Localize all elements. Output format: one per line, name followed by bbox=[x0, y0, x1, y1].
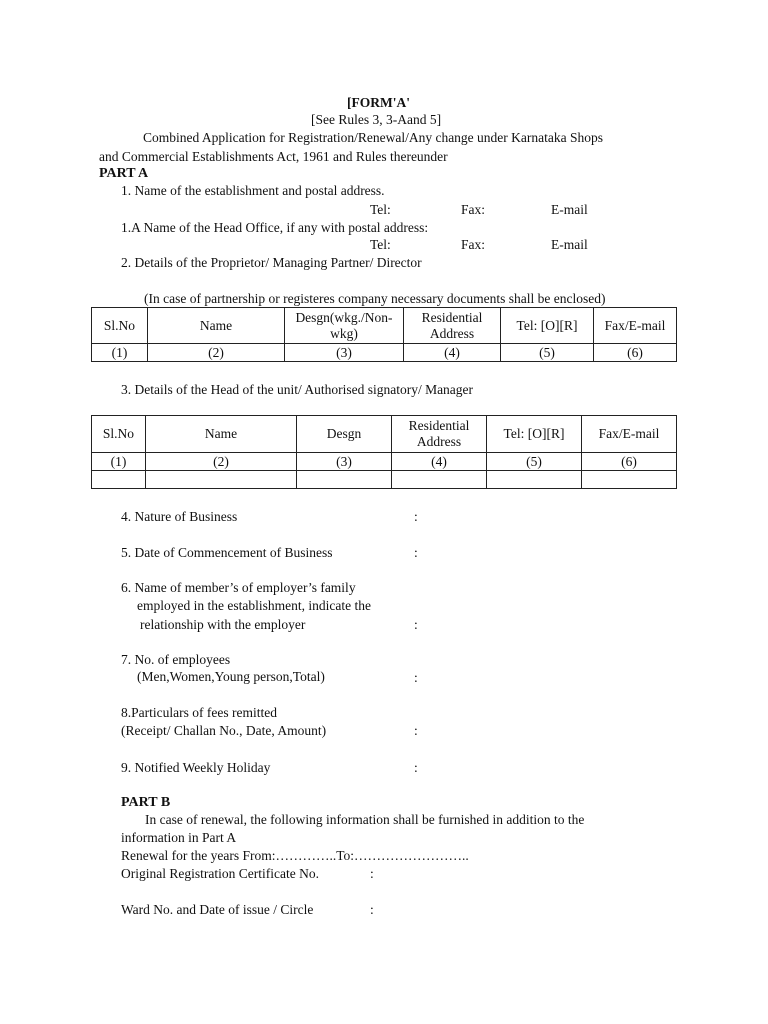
item-6-line-1: 6. Name of member’s of employer’s family bbox=[121, 580, 356, 595]
header-residential-address: Residential Address bbox=[404, 308, 501, 344]
email-label-2: E-mail bbox=[551, 237, 588, 252]
item-7-line-2: (Men,Women,Young person,Total) bbox=[137, 669, 325, 684]
item-7-line-1: 7. No. of employees bbox=[121, 652, 231, 667]
colon: : bbox=[370, 866, 374, 881]
head-of-unit-table bbox=[91, 415, 677, 489]
header-tel: Tel: [O][R] bbox=[501, 308, 594, 344]
col-number: (4) bbox=[404, 344, 501, 362]
col-number: (6) bbox=[582, 453, 677, 471]
header-name: Name bbox=[148, 308, 285, 344]
header-designation: Desgn(wkg./Non- wkg) bbox=[285, 308, 404, 344]
item-2-note: (In case of partnership or registeres company necessary documents shall be enclosed) bbox=[144, 291, 606, 306]
fax-label-2: Fax: bbox=[461, 237, 486, 252]
col-number: (3) bbox=[297, 453, 392, 471]
header-fax-email: Fax/E-mail bbox=[594, 308, 677, 344]
intro-line-1: Combined Application for Registration/Renewal/Any change under Karnataka Shops bbox=[143, 130, 604, 145]
empty-cell[interactable] bbox=[392, 471, 487, 489]
colon: : bbox=[370, 902, 374, 917]
email-label: E-mail bbox=[551, 202, 588, 217]
empty-cell[interactable] bbox=[487, 471, 582, 489]
item-4-label: 4. Nature of Business bbox=[121, 509, 238, 524]
renewal-years: Renewal for the years From:…………..To:…………………….. bbox=[121, 848, 469, 863]
rules-reference: [See Rules 3, 3-Aand 5] bbox=[311, 112, 442, 127]
item-2-label: 2. Details of the Proprietor/ Managing Partner/ Director bbox=[121, 255, 422, 270]
colon: : bbox=[414, 670, 418, 685]
empty-cell[interactable] bbox=[92, 471, 146, 489]
header-slno: Sl.No bbox=[92, 416, 146, 453]
tel-label: Tel: bbox=[370, 202, 391, 217]
colon: : bbox=[414, 545, 418, 560]
colon: : bbox=[414, 509, 418, 524]
intro-line-2: and Commercial Establishments Act, 1961 and Rules thereunder bbox=[99, 149, 448, 164]
ward-label: Ward No. and Date of issue / Circle bbox=[121, 902, 314, 917]
header-residential-address: Residential Address bbox=[392, 416, 487, 453]
tel-label-2: Tel: bbox=[370, 237, 391, 252]
colon: : bbox=[414, 723, 418, 738]
proprietor-table bbox=[91, 307, 677, 362]
col-number: (1) bbox=[92, 453, 146, 471]
col-number: (3) bbox=[285, 344, 404, 362]
colon: : bbox=[414, 617, 418, 632]
header-tel: Tel: [O][R] bbox=[487, 416, 582, 453]
item-1-label: 1. Name of the establishment and postal address. bbox=[121, 183, 385, 198]
col-number: (6) bbox=[594, 344, 677, 362]
empty-cell[interactable] bbox=[146, 471, 297, 489]
item-1a-label: 1.A Name of the Head Office, if any with postal address: bbox=[121, 220, 429, 235]
col-number: (5) bbox=[487, 453, 582, 471]
col-number: (5) bbox=[501, 344, 594, 362]
item-6-line-2: employed in the establishment, indicate the bbox=[137, 598, 371, 613]
item-8-line-1: 8.Particulars of fees remitted bbox=[121, 705, 277, 720]
part-a-heading: PART A bbox=[99, 166, 149, 181]
part-b-intro-line-1: In case of renewal, the following information shall be furnished in addition to the bbox=[145, 812, 585, 827]
item-3-label: 3. Details of the Head of the unit/ Authorised signatory/ Manager bbox=[121, 382, 474, 397]
col-number: (2) bbox=[146, 453, 297, 471]
empty-cell[interactable] bbox=[582, 471, 677, 489]
item-5-label: 5. Date of Commencement of Business bbox=[121, 545, 333, 560]
form-title: [FORM'A' bbox=[347, 95, 410, 110]
original-certificate-label: Original Registration Certificate No. bbox=[121, 866, 319, 881]
item-6-line-3: relationship with the employer bbox=[140, 617, 306, 632]
header-fax-email: Fax/E-mail bbox=[582, 416, 677, 453]
colon: : bbox=[414, 760, 418, 775]
item-9-label: 9. Notified Weekly Holiday bbox=[121, 760, 271, 775]
header-slno: Sl.No bbox=[92, 308, 148, 344]
col-number: (1) bbox=[92, 344, 148, 362]
fax-label: Fax: bbox=[461, 202, 486, 217]
part-b-heading: PART B bbox=[121, 795, 171, 810]
empty-cell[interactable] bbox=[297, 471, 392, 489]
item-8-line-2: (Receipt/ Challan No., Date, Amount) bbox=[121, 723, 327, 738]
col-number: (2) bbox=[148, 344, 285, 362]
col-number: (4) bbox=[392, 453, 487, 471]
part-b-intro-line-2: information in Part A bbox=[121, 830, 237, 845]
header-name: Name bbox=[146, 416, 297, 453]
header-designation: Desgn bbox=[297, 416, 392, 453]
